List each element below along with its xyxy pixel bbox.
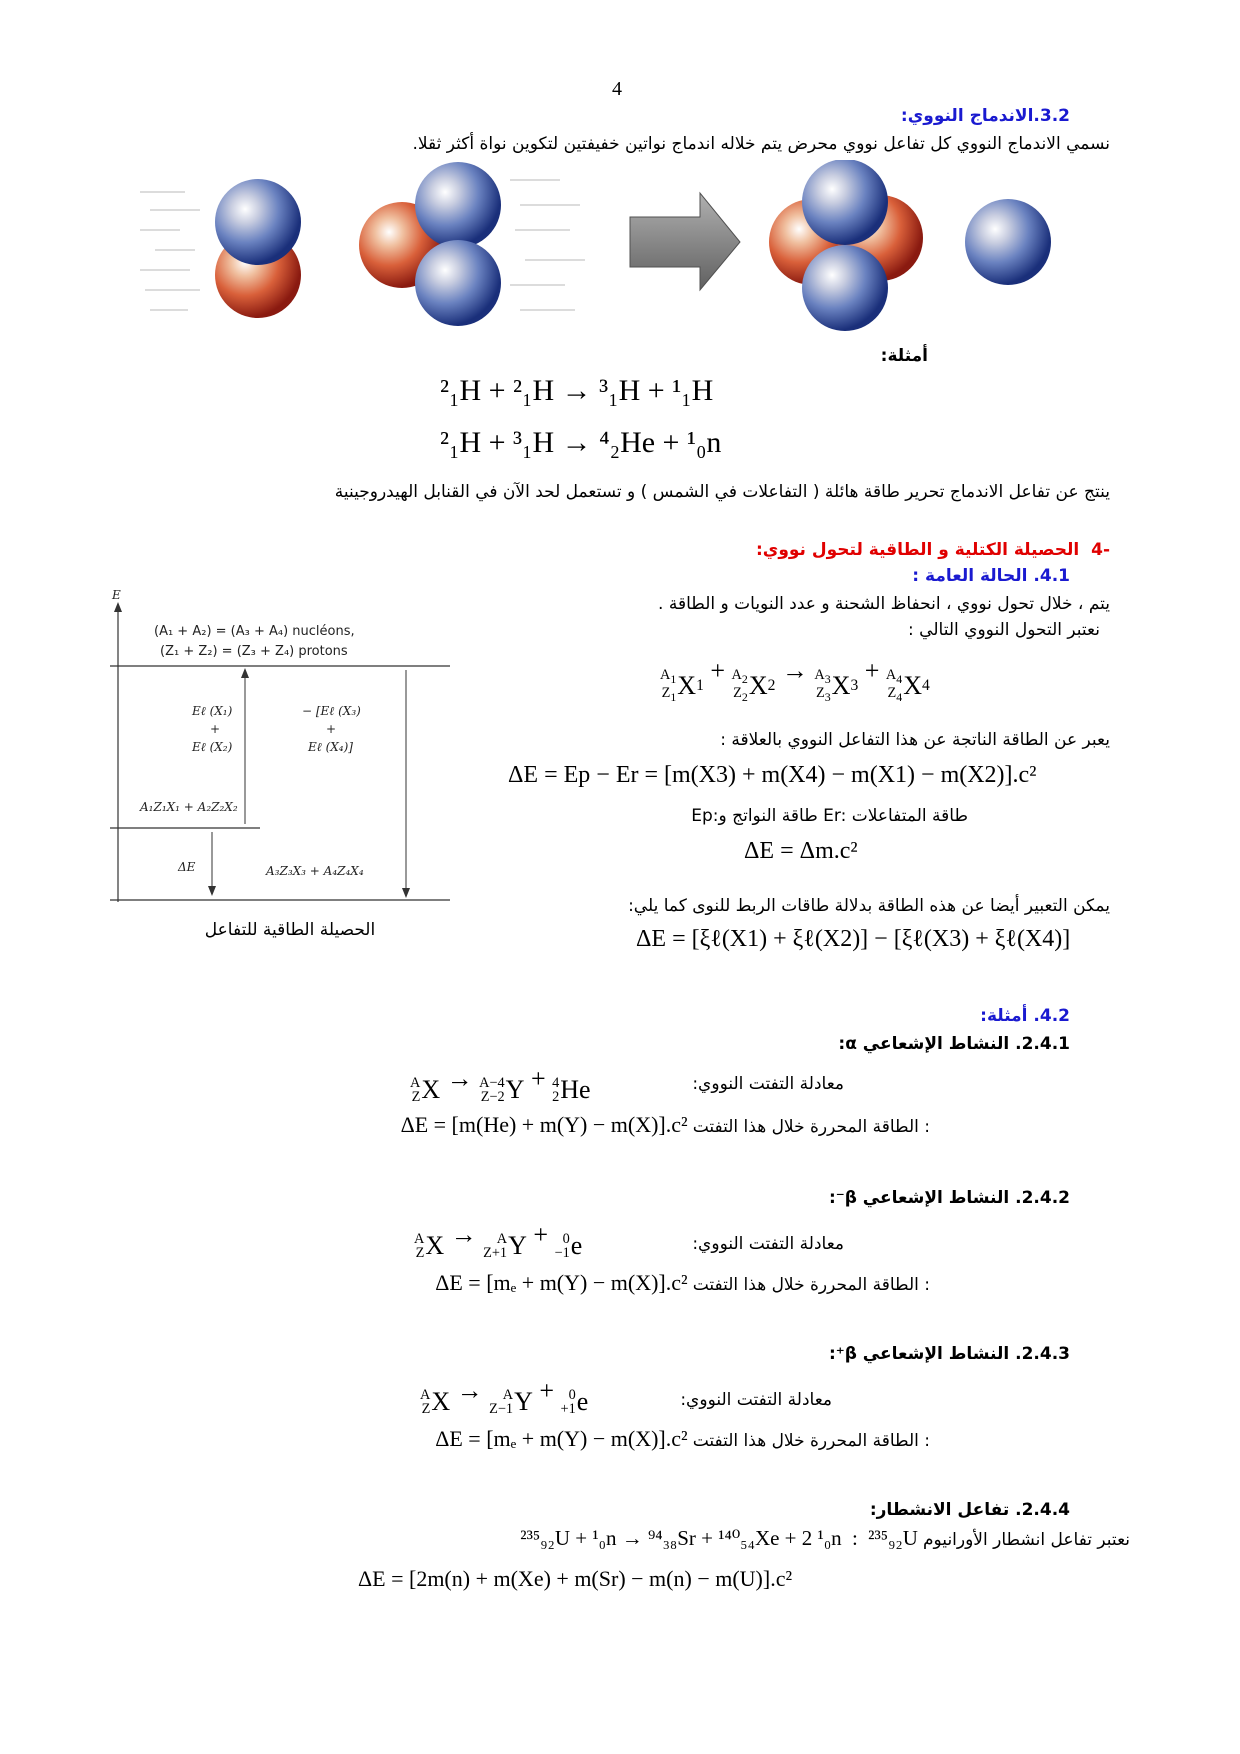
general-line-2: نعتبر التحول النووي التالي : [908,620,1100,640]
beta-minus-energy-label: : الطاقة المحررة خلال هذا التفتت [692,1275,930,1295]
fusion-illustration [140,160,1080,350]
beta-plus-heading: 2.4.3. النشاط الإشعاعي β⁺: [828,1344,1070,1364]
fusion-equation-1: ²₁H + ²₁H → ³₁H + ¹₁H [440,374,714,407]
beta-minus-equation: A Z X → A Z+1 Y + 0 −1 e [414,1220,583,1262]
nucleons-conservation: (A₁ + A₂) = (A₃ + A₄) nucléons, [154,624,355,639]
binding-plus-right: + [326,722,337,736]
alpha-energy-equation: ΔE = [m(He) + m(Y) − m(X)].c² [400,1112,688,1137]
beta-plus-equation-label: معادلة التفتت النووي: [680,1390,832,1410]
binding-x4: Eℓ (X₄)] [308,740,353,754]
binding-x2: Eℓ (X₂) [192,740,233,754]
beta-plus-energy-equation: ΔE = [mₑ + m(Y) − m(X)].c² [435,1426,688,1451]
beta-plus-energy-line [320,1426,930,1452]
fusion-note: ينتج عن تفاعل الاندماج تحرير طاقة هائلة ( التفاعلات في الشمس ) و تستعمل لحد الآن في القنابل الهيدروجينية [334,482,1110,502]
alpha-energy-label: : الطاقة المحررة خلال هذا التفتت [692,1117,930,1137]
diagram-caption: الحصيلة الطاقية للتفاعل [204,920,376,940]
uranium-nucleus: ²³⁵₉₂U [868,1526,918,1550]
neutron-sphere [965,199,1051,285]
subsection-heading-examples: 4.2. أمثلة: [980,1006,1070,1026]
beta-plus-equation: A Z X → A Z−1 Y + 0 +1 e [420,1376,589,1418]
neutron-sphere [215,179,301,265]
fusion-equation-2: ²₁H + ³₁H → ⁴₂He + ¹₀n [440,426,722,459]
fusion-definition: نسمي الاندماج النووي كل تفاعل نووي محرض يتم خلاله اندماج نواتين خفيفتين لتكوين نواة أكثر ثقلا. [412,134,1110,154]
fission-line: ²³⁵₉₂U + ¹₀n → ⁹⁴₃₈Sr + ¹⁴⁰₅₄Xe + 2 ¹₀n : ²³⁵₉₂U نعتبر تفاعل انشطار الأورانيوم [520,1526,1130,1550]
binding-plus-left: + [210,722,221,736]
fission-energy-equation: ΔE = [2m(n) + m(Xe) + m(Sr) − m(n) − m(U)].c² [358,1566,793,1591]
general-line-4: يمكن التعبير أيضا عن هذه الطاقة بدلالة طاقات الربط للنوى كما يلي: [628,896,1110,916]
energy-equation: ΔE = Ep − Er = [m(X3) + m(X4) − m(X1) − m(X2)].c² [508,762,1037,788]
subsection-heading-general: 4.1. الحالة العامة : [912,566,1070,586]
general-line-1: يتم ، خلال تحول نووي ، انحفاظ الشحنة و عدد النويات و الطاقة . [658,594,1110,614]
page-number: 4 [612,78,622,100]
fission-equation: ²³⁵₉₂U + ¹₀n → ⁹⁴₃₈Sr + ¹⁴⁰₅₄Xe + 2 ¹₀n [520,1526,842,1550]
section-heading-4: -4 الحصيلة الكتلية و الطاقية لتحول نووي: [755,540,1110,560]
beta-plus-energy-label: : الطاقة المحررة خلال هذا التفتت [692,1431,930,1451]
beta-minus-energy-line [320,1270,930,1296]
energy-diagram [110,588,450,908]
reaction-arrow-icon [630,193,740,290]
beta-minus-energy-equation: ΔE = [mₑ + m(Y) − m(X)].c² [435,1270,688,1295]
fission-heading: 2.4.4. تفاعل الانشطار: [869,1500,1070,1520]
transformation-equation: $A_1$ $Z_1$ X 1 + $A_2$ $Z_2$ X 2 → $A_3$ $Z_3$ X 3 + $A_4$ $Z_4$ X 4 [660,656,930,704]
energy-axis-label: E [112,588,121,602]
neutron-sphere [802,245,888,331]
delta-e-label: ΔE [178,860,196,874]
general-line-3: يعبر عن الطاقة الناتجة عن هذا التفاعل النووي بالعلاقة : [720,730,1110,750]
ep-er-definitions: Ep:طاقة النواتج و Er: طاقة المتفاعلات [691,806,968,826]
fission-text: نعتبر تفاعل انشطار الأورانيوم [923,1530,1130,1550]
alpha-energy-line [320,1112,930,1138]
binding-x1: Eℓ (X₁) [192,704,233,718]
reactants-level: A₁Z₁X₁ + A₂Z₂X₂ [140,800,238,814]
protons-conservation: (Z₁ + Z₂) = (Z₃ + Z₄) protons [160,644,348,659]
alpha-equation: A Z X → A−4 Z−2 Y + 4 2 He [410,1064,591,1106]
section-heading-fusion: 3.2.الاندماج النووي: [900,106,1070,126]
neutron-sphere [802,160,888,245]
alpha-equation-label: معادلة التفتت النووي: [692,1074,844,1094]
binding-x3: − [Eℓ (X₃) [302,704,361,718]
neutron-sphere [415,240,501,326]
products-level: A₃Z₃X₃ + A₄Z₄X₄ [266,864,364,878]
alpha-heading: 2.4.1. النشاط الإشعاعي α: [838,1034,1070,1054]
examples-label: أمثلة: [880,346,928,366]
mass-defect-equation: ΔE = Δm.c² [744,838,858,864]
binding-energy-equation: ΔE = [ξℓ(X1) + ξℓ(X2)] − [ξℓ(X3) + ξℓ(X4)] [636,926,1071,952]
neutron-sphere [415,162,501,248]
beta-minus-heading: 2.4.2. النشاط الإشعاعي β⁻: [828,1188,1070,1208]
beta-minus-equation-label: معادلة التفتت النووي: [692,1234,844,1254]
